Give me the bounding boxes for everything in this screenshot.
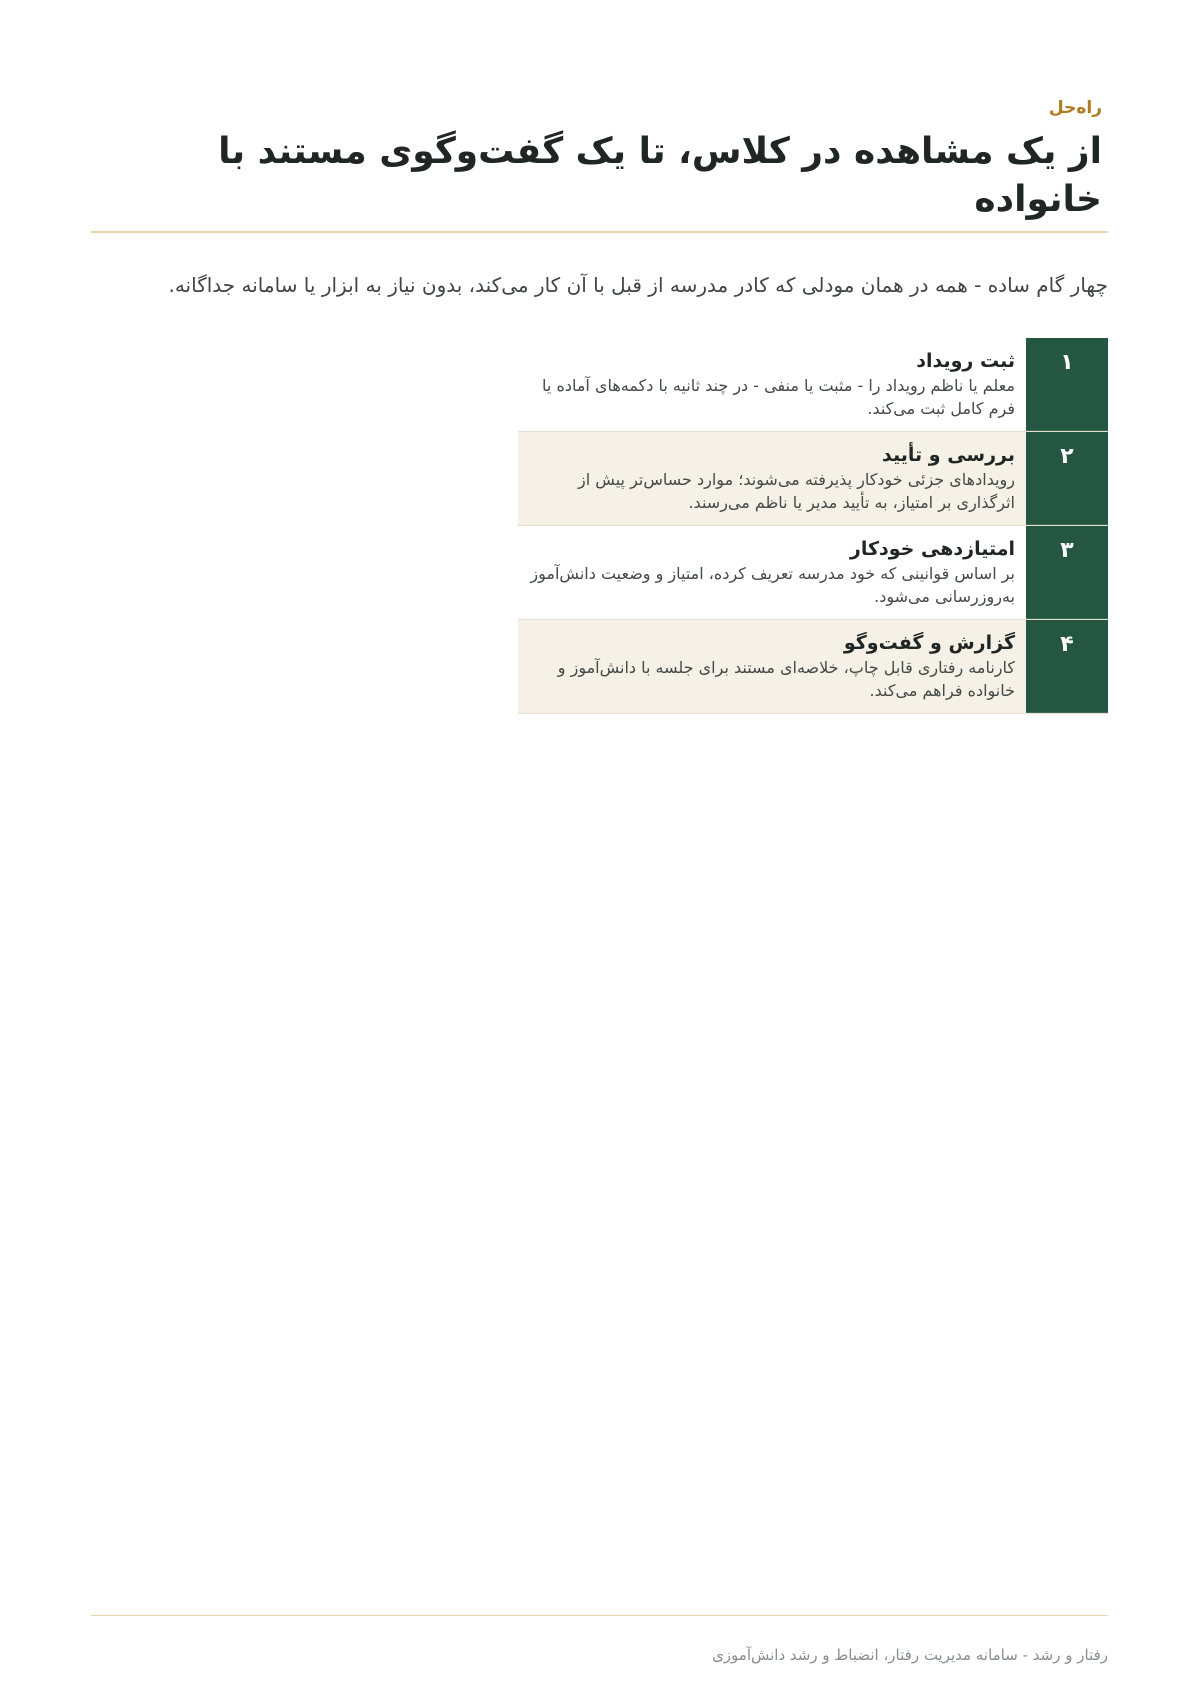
step-number: ۲ [1026,432,1108,525]
step-description: معلم یا ناظم رویداد را - مثبت یا منفی - در چند ثانیه با دکمه‌های آماده یا فرم کامل ثبت می‌کند. [542,376,1015,418]
document-page [91,0,1108,1684]
title-divider [91,231,1108,233]
step-description: کارنامه رفتاری قابل چاپ، خلاصه‌ای مستند برای جلسه با دانش‌آموز و خانواده فراهم می‌کند. [557,658,1015,700]
step-row [518,526,1108,620]
page-footer: رفتار و رشد - سامانه مدیریت رفتار، انضباط و رشد دانش‌آموزی [712,1646,1108,1664]
footer-divider [91,1615,1108,1616]
step-body [518,620,1026,713]
step-row [518,620,1108,714]
intro-paragraph: چهار گام ساده - همه در همان مودلی که کادر مدرسه از قبل با آن کار می‌کند، بدون نیاز به ابزار یا سامانه جداگانه. [168,273,1108,297]
step-row [518,338,1108,432]
step-number: ۴ [1026,620,1108,713]
step-title: بررسی و تأیید [882,444,1015,466]
step-description: رویدادهای جزئی خودکار پذیرفته می‌شوند؛ موارد حساس‌تر پیش از اثرگذاری بر امتیاز، به تأیید مدیر یا ناظم می‌رسند. [578,470,1015,512]
page-title: از یک مشاهده در کلاس، تا یک گفت‌وگوی مستند با خانواده [218,131,1102,220]
step-body [518,526,1026,619]
section-eyebrow: راه‌حل [1048,98,1102,118]
step-title: ثبت رویداد [916,350,1015,372]
step-row [518,432,1108,526]
step-title: گزارش و گفت‌وگو [843,632,1015,654]
step-body [518,338,1026,431]
step-number: ۳ [1026,526,1108,619]
steps-list [518,338,1108,714]
step-description: بر اساس قوانینی که خود مدرسه تعریف کرده، امتیاز و وضعیت دانش‌آموز به‌روزرسانی می‌شود. [530,564,1015,606]
step-title: امتیازدهی خودکار [849,538,1015,560]
step-number: ۱ [1026,338,1108,431]
step-body [518,432,1026,525]
